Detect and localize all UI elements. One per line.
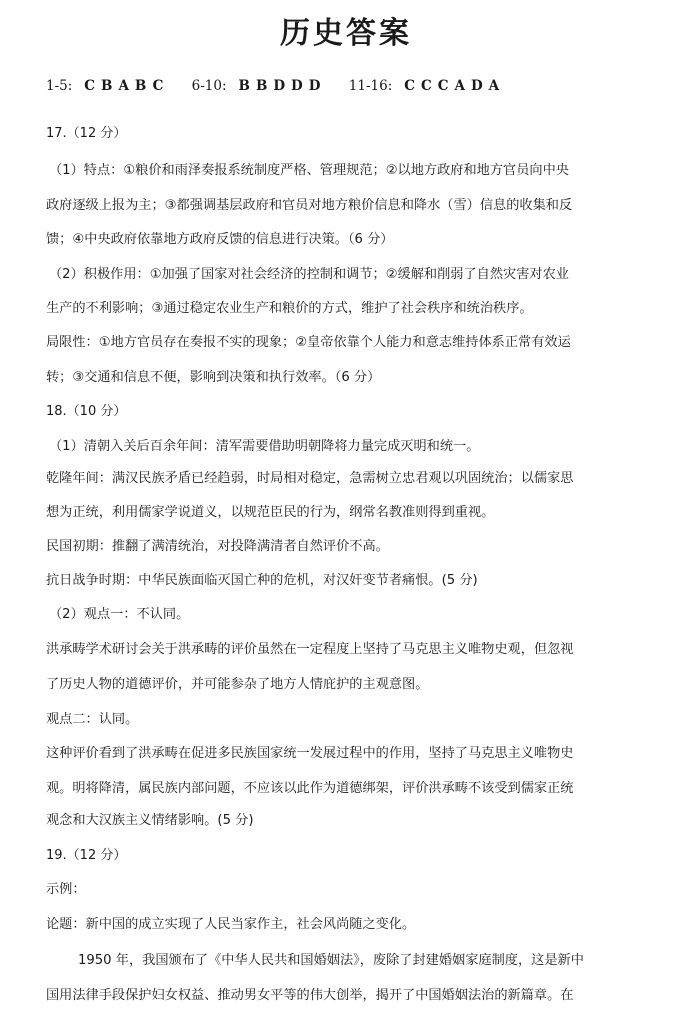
question-heading: 19.（12 分） — [46, 848, 127, 863]
answer-values: CCCADA — [404, 78, 506, 94]
answer-range: 1-5: — [46, 78, 73, 94]
text-line: 观。明将降清，属民族内部问题，不应该以此作为道德绑架，评价洪承畴不该受到儒家正统 — [46, 781, 574, 796]
answer-range: 6-10: — [191, 78, 227, 94]
text-line: 想为正统，利用儒家学说道义，以规范臣民的行为，纲常名教准则得到重视。 — [46, 505, 495, 520]
question-heading: 17.（12 分） — [46, 126, 127, 141]
text-line: 示例： — [46, 882, 86, 897]
multiple-choice-answers — [46, 76, 656, 96]
answer-values: CBABC — [84, 78, 170, 94]
text-line: 论题：新中国的成立实现了人民当家作主，社会风尚随之变化。 — [46, 917, 416, 932]
text-line: （2）积极作用：①加强了国家对社会经济的控制和调节；②缓解和削弱了自然灾害对农业 — [49, 267, 569, 282]
text-line: 国用法律手段保护妇女权益、推动男女平等的伟大创举，揭开了中国婚姻法治的新篇章。在 — [46, 988, 574, 1003]
text-line: 政府逐级上报为主；③都强调基层政府和官员对地方粮价信息和降水（雪）信息的收集和反 — [46, 198, 573, 213]
text-line: 馈；④中央政府依靠地方政府反馈的信息进行决策。（6 分） — [46, 232, 394, 247]
text-line: 局限性：①地方官员存在奏报不实的现象；②皇帝依靠个人能力和意志维持体系正常有效运 — [46, 335, 571, 350]
text-line: （1）特点：①粮价和雨泽奏报系统制度严格、管理规范；②以地方政府和地方官员向中央 — [49, 163, 569, 178]
text-line: 乾隆年间：满汉民族矛盾已经趋弱，时局相对稳定，急需树立忠君观以巩固统治；以儒家思 — [46, 471, 574, 486]
answer-values: BBDDD — [238, 78, 327, 94]
text-line: 转；③交通和信息不便，影响到决策和执行效率。（6 分） — [46, 370, 381, 385]
text-line: 1950 年，我国颁布了《中华人民共和国婚姻法》，废除了封建婚姻家庭制度，这是新中 — [78, 953, 584, 968]
text-line: 生产的不利影响；③通过稳定农业生产和粮价的方式，维护了社会秩序和统治秩序。 — [46, 301, 533, 316]
page-title: 历史答案 — [280, 16, 412, 51]
text-line: 抗日战争时期：中华民族面临灭国亡种的危机，对汉奸变节者痛恨。(5 分) — [46, 573, 478, 588]
text-line: 这种评价看到了洪承畴在促进多民族国家统一发展过程中的作用，坚持了马克思主义唯物史 — [46, 746, 574, 761]
text-line: 观念和大汉族主义情绪影响。(5 分) — [46, 813, 254, 828]
text-line: 民国初期：推翻了满清统治，对投降满清者自然评价不高。 — [46, 539, 389, 554]
text-line: 观点二：认同。 — [46, 712, 139, 727]
text-line: （1）清朝入关后百余年间：清军需要借助明朝降将力量完成灭明和统一。 — [49, 439, 480, 454]
text-line: 洪承畴学术研讨会关于洪承畴的评价虽然在一定程度上坚持了马克思主义唯物史观，但忽视 — [46, 642, 574, 657]
text-line: 了历史人物的道德评价，并可能参杂了地方人情庇护的主观意图。 — [46, 677, 429, 692]
text-line: （2）观点一：不认同。 — [49, 607, 190, 622]
question-heading: 18.（10 分） — [46, 404, 127, 419]
answer-range: 11-16: — [348, 78, 393, 94]
